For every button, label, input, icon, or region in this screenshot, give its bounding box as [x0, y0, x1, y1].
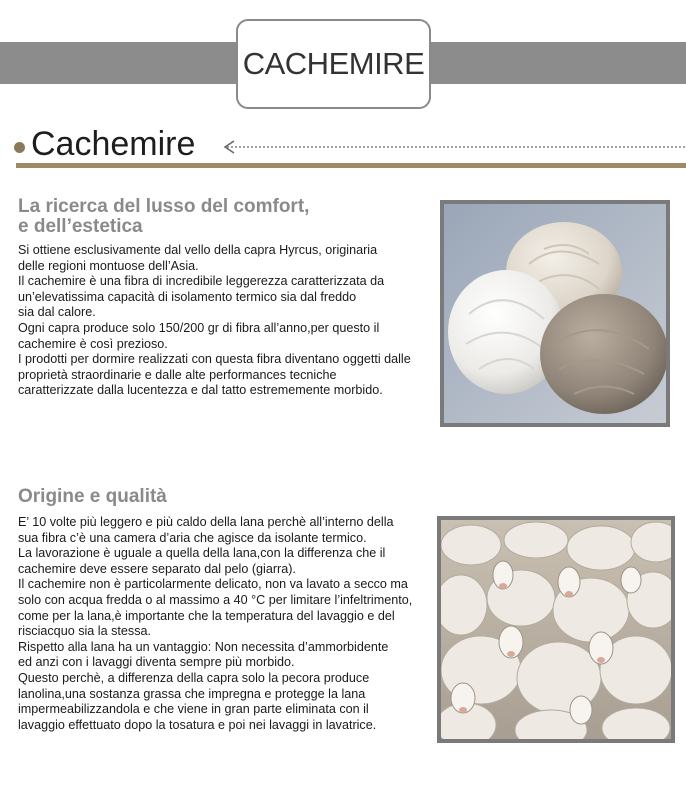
- dot-icon: [14, 142, 25, 153]
- text-line: cachemire è così prezioso.: [18, 336, 168, 351]
- gold-divider: [16, 163, 686, 168]
- paragraph-lusso: [18, 243, 411, 399]
- text-line: sua fibra c’è una camera d’aria che agisce da isolante termico.: [18, 530, 367, 545]
- text-line: un’elevatissima capacità di isolamento termico sia dal freddo: [18, 289, 357, 304]
- text-line: La lavorazione è uguale a quella della lana,con la differenza che il: [18, 546, 386, 561]
- text-line: cachemire deve essere separato dal pelo (giarra).: [18, 561, 296, 576]
- subtitle-line: e dell’estetica: [18, 216, 143, 237]
- banner-title-box: [236, 19, 431, 109]
- text-line: lanolina,una sostanza grassa che impregna e protegge la lana: [18, 686, 366, 701]
- subtitle-line: La ricerca del lusso del comfort,: [18, 196, 310, 217]
- text-line: sia dal calore.: [18, 305, 96, 320]
- text-line: Il cachemire non è particolarmente delicato, non va lavato a secco ma: [18, 577, 408, 592]
- text-line: impermeabilizzandola e che viene in gran parte eliminata con il: [18, 702, 369, 717]
- text-line: Il cachemire è una fibra di incredibile leggerezza caratterizzata da: [18, 274, 385, 289]
- section-heading: [14, 124, 195, 164]
- text-line: ed anzi con i lavaggi diventa sempre più morbido.: [18, 655, 295, 670]
- text-line: come per la lana,è importante che la temperatura del lavaggio e del: [18, 608, 395, 623]
- text-line: Questo perchè, a differenza della capra solo la pecora produce: [18, 670, 370, 685]
- subtitle-origine: Origine e qualità: [18, 486, 167, 507]
- text-line: Ogni capra produce solo 150/200 gr di fibra all’anno,per questo il: [18, 320, 380, 335]
- text-line: proprietà straordinarie e dalle alte performances tecniche: [18, 367, 337, 382]
- goats-photo: [437, 516, 675, 743]
- text-line: delle regioni montuose dell’Asia.: [18, 258, 199, 273]
- text-line: risciacquo sia la stessa.: [18, 624, 151, 639]
- text-line: caratterizzate dalla lucentezza e dal tatto estrememente morbido.: [18, 383, 383, 398]
- text-line: E’ 10 volte più leggero e più caldo della lana perchè all’interno della: [18, 515, 394, 529]
- text-line: solo con acqua fredda o al massimo a 40 °C per limitare l’infeltrimento,: [18, 592, 413, 607]
- subtitle-lusso: [18, 197, 309, 237]
- text-line: lavaggio effettuato dopo la tosatura e poi nei lavaggi in lavatrice.: [18, 717, 377, 732]
- banner-title: CACHEMIRE: [242, 46, 425, 81]
- paragraph-origine: [18, 515, 412, 733]
- dotted-left-arrow-icon: [222, 139, 686, 155]
- text-line: Rispetto alla lana ha un vantaggio: Non necessita d’ammorbidente: [18, 639, 389, 654]
- text-line: I prodotti per dormire realizzati con questa fibra diventano oggetti dalle: [18, 352, 411, 367]
- section-heading-text: Cachemire: [31, 124, 196, 163]
- wool-photo: [440, 200, 670, 427]
- text-line: Si ottiene esclusivamente dal vello della capra Hyrcus, originaria: [18, 243, 378, 257]
